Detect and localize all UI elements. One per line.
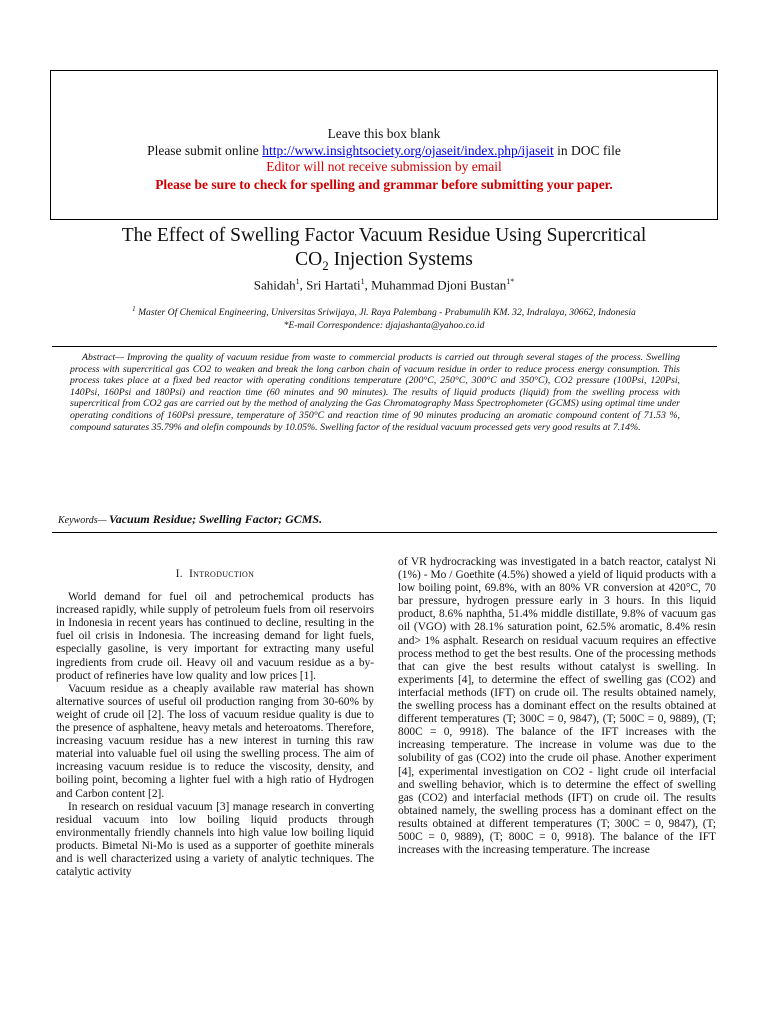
- left-column: [56, 568, 374, 879]
- notice-leave-blank: Leave this box blank: [327, 126, 441, 141]
- section-number: I.: [175, 568, 183, 580]
- notice-submit-online: [51, 143, 717, 159]
- author-name: Sahidah: [253, 277, 296, 293]
- title-co: CO: [295, 249, 323, 270]
- submission-link[interactable]: http://www.insightsociety.org/ojaseit/index.php/ijaseit: [262, 143, 554, 158]
- body-paragraph: Vacuum residue as a cheaply available raw material has shown alternative sources of useful oil production ranging from 30-60% by weight of crude oil [2]. The loss of vacuum residue quality is due to the presence of asphaltene, heavy metals and heteroatoms. Therefore, increasing vacuum residue has a new interest in turning this raw material into valuable fuel oil using the swelling process. The aim of increasing vacuum residue is to reduce the viscosity, density, and boiling point, becoming a lighter fuel with a high ratio of Hydrogen and Carbon content [2].: [56, 682, 374, 800]
- affiliation-block: [40, 303, 728, 332]
- affiliation-text: Master Of Chemical Engineering, Universitas Sriwijaya, Jl. Raya Palembang - Prabumulih KM. 32, Indralaya, 30662, Indonesia: [135, 307, 636, 319]
- affiliation-line: [40, 303, 728, 319]
- notice-submit-prefix: Please submit online: [147, 143, 263, 158]
- body-paragraph: of VR hydrocracking was investigated in a batch reactor, catalyst Ni (1%) - Mo / Goethite (4.5%) showed a yield of liquid products with a low boiling point, 69.8%, with an 80% VR conversion at 420°C, 70 bar pressure, hydrogen pressure early in 3 hours. In this liquid product, 8.6% naphtha, 51.4% middle distillate, 9.8% of vacuum gas oil (VGO) with 28.1% saturation point, 62.5% aromatic, 8.4% resin and> 1% asphalt. Research on residual vacuum requires an effective process method to get the best results. One of the processing methods that can give the best results without catalyst is swelling. In experiments [4], to determine the effect of swelling gas (CO2) and interfacial methods (IFT) on crude oil. The results obtained namely, the swelling process has a dominant effect on the results obtained at different temperatures (T; 300C = 0, 9847), (T; 500C = 0, 9889), (T; 800C = 0, 9918). The balance of the IFT increases with the increasing temperature. The increase in volume was due to the solubility of gas (CO2) into the crude oil phase. Another experiment [4], experimental investigation on CO2 - light crude oil interfacial and swelling behavior, which is to determine the effect of swelling gas (CO2) and interfacial methods (IFT) on crude oil. The results obtained namely, the swelling process has a dominant effect on the results obtained at different temperatures (T; 300C = 0, 9847), (T; 500C = 0, 9889), (T; 800C = 0, 9918). The balance of the IFT increases with the increasing temperature. The increase: [398, 556, 716, 857]
- submission-notice-box: [50, 70, 718, 220]
- keywords-values: Vacuum Residue; Swelling Factor; GCMS.: [109, 512, 323, 526]
- title-line-2: [40, 248, 728, 278]
- abstract-text: Improving the quality of vacuum residue from waste to commercial products is carried out through several stages of the process. Swelling process with supercritical gas CO2 to weaken and break the long carbon chain of vacuum residue in order to reduce process energy consumption. This process takes place at a fixed bed reactor with operating conditions temperature (200°C, 250°C, 300°C and 350°C), CO2 pressure (100Psi, 120Psi, 140Psi, 160Psi and 180Psi) and reaction time (60 minutes and 90 minutes). The results of liquid products (liquid) from the swelling process with supercritical from CO2 gas are carried out by the method of analyzing the Gas Chromatography Mass Spectrophometer (GCMS) using optimal time under operating conditions of 160Psi pressure, temperature of 350°C and reaction time of 90 minutes producing an aromatic compound content of 71.53 %, compound saturates 35.79% and olefin compounds by 10.05%. Swelling factor of the residual vacuum processed gets very good results at 7.14%.: [70, 352, 680, 433]
- keywords-label: Keywords: [58, 515, 98, 526]
- title-line-2-rest: Injection Systems: [328, 249, 473, 270]
- keywords-line: [58, 512, 322, 527]
- abstract-dash: —: [115, 352, 128, 363]
- author-sup: 1: [295, 277, 300, 286]
- keywords-dash: —: [97, 515, 110, 526]
- abstract-top-rule: [52, 346, 717, 347]
- abstract-label: Abstract: [82, 352, 116, 363]
- right-column: [398, 556, 716, 857]
- notice-spelling-warning: Please be sure to check for spelling and grammar before submitting your paper.: [155, 177, 613, 192]
- body-paragraph: In research on residual vacuum [3] manage research in converting residual vacuum into low boiling liquid products through environmentally friendly channels into high value low boiling liquid products. Bimetal Ni-Mo is used as a supporter of goethite minerals and is well characterized using a variety of analytic techniques. The catalytic activity: [56, 800, 374, 879]
- author-sup: 1*: [506, 277, 515, 286]
- abstract: [70, 352, 680, 433]
- section-heading-introduction: [56, 568, 374, 581]
- title-line-1: The Effect of Swelling Factor Vacuum Residue Using Supercritical: [121, 225, 647, 246]
- paper-title: [40, 224, 728, 278]
- author-name: Muhammad Djoni Bustan: [371, 277, 507, 293]
- section-title: Introduction: [189, 568, 255, 580]
- keywords-bottom-rule: [52, 532, 717, 533]
- author-sup: 1: [360, 277, 365, 286]
- notice-submit-suffix: in DOC file: [553, 143, 621, 158]
- affiliation-sup: 1: [132, 305, 136, 313]
- author-name: Sri Hartati: [306, 277, 361, 293]
- correspondence-email: *E-mail Correspondence: djajashanta@yahoo.co.id: [283, 320, 485, 332]
- body-paragraph: World demand for fuel oil and petrochemical products has increased rapidly, while supply of petroleum fuels from oil reservoirs in Indonesia in recent years has continued to decline, resulting in the fuel oil crisis in Indonesia. The increasing demand for light fuels, especially gasoline, is very important for extracting many useful ingredients from crude oil. Heavy oil and vacuum residue as a by-product of refineries have low quality and low prices [1].: [56, 591, 374, 682]
- author-list: Sahidah$^1$, Sri Hartati$^1$, Muhammad Djoni Bustan$^{1*}$: [253, 277, 515, 293]
- title-co-subscript: 2: [322, 257, 329, 273]
- notice-no-email: Editor will not receive submission by email: [266, 159, 502, 174]
